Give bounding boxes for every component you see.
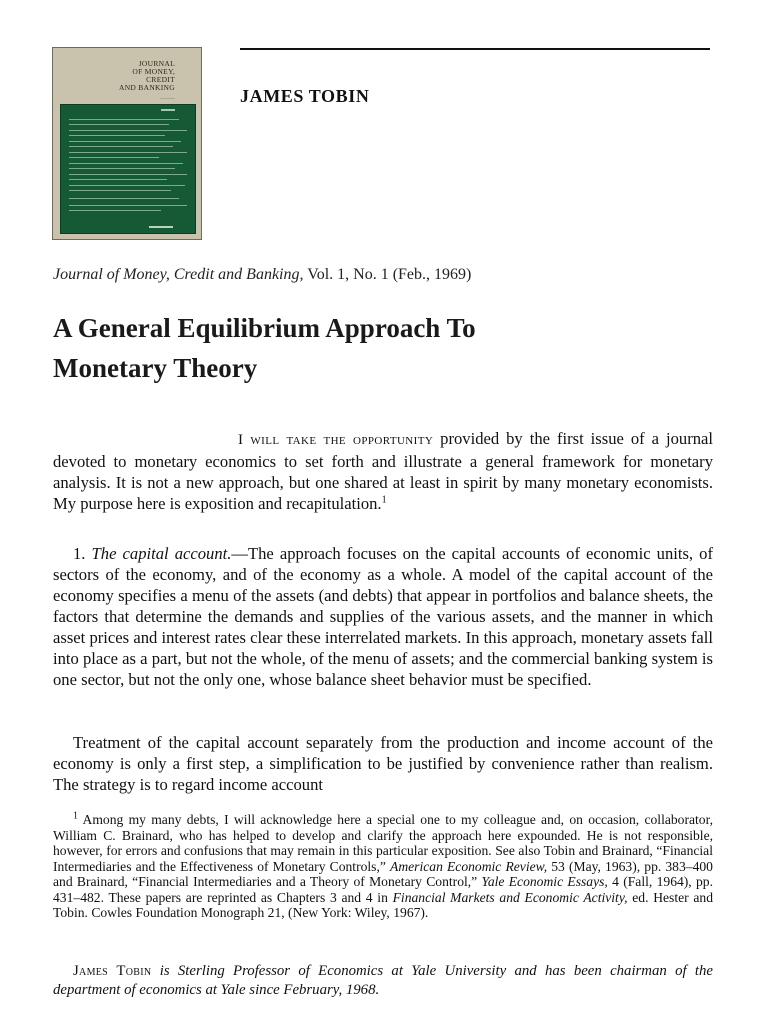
cover-toc-line xyxy=(69,119,179,120)
cover-date-placeholder: ——— xyxy=(160,95,175,100)
cover-contents-label xyxy=(161,109,175,111)
cover-toc-line xyxy=(69,135,165,136)
section-heading: The capital account. xyxy=(91,544,232,563)
footnote-text: 4 (Fall, 1964), pp. 431–482. These papers are reprinted as Chapters 3 and 4 in xyxy=(53,874,713,905)
cover-footer-mark xyxy=(149,226,173,228)
cover-toc-line xyxy=(69,152,187,153)
cover-masthead-line: CREDIT xyxy=(146,75,175,84)
author-name: JAMES TOBIN xyxy=(240,86,370,106)
footnote-text: Among my many debts, I will acknowledge here a special one to my colleague and, on occasion, collaborator, William C. Brainard, who has helped to develop and clarify the approach here expounded. He is not responsible, however, for errors and confusions that may remain in this particular exposition. See also Tobin and Brainard, “Financial Intermediaries and the Effectiveness of Monetary Controls,” xyxy=(53,812,713,874)
cover-masthead-line: OF MONEY, xyxy=(132,67,175,76)
section-body: —The approach focuses on the capital accounts of economic units, of sectors of the economy, and of the economy as a whole. A model of the capital account of the economy specifies a menu of the assets (and debts) that appear in portfolios and balance sheets, the factors that determine the demands and supplies of the various assets, and the manner in which asset prices and interest rates clear these interrelated markets. In this approach, monetary assets fall into place as a part, but not the whole, of the menu of assets; and the commercial banking system is one sector, but not the only one, whose balance sheet behavior must be specified. xyxy=(53,544,713,689)
intro-text: provided by the first issue of a journal devoted to monetary economics to set forth and illustrate a general framework for monetary analysis. It is not a new approach, but one shared at least in spirit by many monetary economists. My purpose here is exposition and recapitulation. xyxy=(53,429,714,513)
footnote-marker: 1 xyxy=(73,810,78,822)
journal-citation xyxy=(53,266,471,284)
bio-text: is Sterling Professor of Economics at Yale University and has been chairman of the department of economics at Yale since February, 1968. xyxy=(53,963,714,998)
citation-details: Vol. 1, No. 1 (Feb., 1969) xyxy=(307,266,472,283)
bio-name: James Tobin xyxy=(73,963,152,979)
cover-toc-line xyxy=(69,174,187,175)
author-bio xyxy=(53,962,713,1000)
cover-toc-line xyxy=(69,130,187,131)
footnote-book: Financial Markets and Economic Activity, xyxy=(392,889,628,905)
cover-toc-line xyxy=(69,185,185,186)
cover-toc-line xyxy=(69,179,167,180)
cover-toc-line xyxy=(69,124,169,125)
cover-masthead-line: AND BANKING xyxy=(118,83,175,92)
cover-toc-line xyxy=(69,198,179,199)
citation-journal: Journal of Money, Credit and Banking, xyxy=(53,266,304,283)
article-title xyxy=(53,308,653,388)
footnote-journal: American Economic Review, xyxy=(390,858,548,874)
footnote-1 xyxy=(53,812,713,921)
footnote-ref: 1 xyxy=(381,494,387,506)
footnote-text: 53 (May, 1963), pp. 383–400 and Brainard, “Financial Intermediaries and a Theory of Monetary Control,” xyxy=(53,858,713,889)
cover-toc-line xyxy=(69,210,161,211)
cover-toc-line xyxy=(69,141,181,142)
article-title-line1: A General Equilibrium Approach To xyxy=(53,313,476,343)
cover-masthead-line: JOURNAL xyxy=(138,59,175,68)
section-number: 1. xyxy=(73,544,86,563)
header-rule xyxy=(240,48,710,50)
body-paragraph xyxy=(53,732,713,795)
journal-cover-image xyxy=(52,47,202,240)
cover-toc-line xyxy=(69,190,171,191)
cover-toc-line xyxy=(69,168,175,169)
footnote-journal: Yale Economic Essays, xyxy=(481,874,608,889)
body-paragraph-text: Treatment of the capital account separately from the production and income account of the economy is only a first step, a simplification to be justified by convenience rather than realism. The strategy is to regard income account xyxy=(53,733,713,794)
cover-toc-line xyxy=(69,205,187,206)
cover-masthead xyxy=(119,60,175,102)
cover-contents-panel xyxy=(60,104,196,234)
cover-toc-line xyxy=(69,157,159,158)
intro-paragraph xyxy=(53,428,713,514)
section-1-paragraph xyxy=(53,543,713,690)
cover-toc-line xyxy=(69,163,183,164)
article-title-line2: Monetary Theory xyxy=(53,353,258,383)
cover-toc-line xyxy=(69,146,173,147)
intro-lead-caps: I will take the opportunity xyxy=(238,432,434,448)
footnote-text: ed. Hester and Tobin. Cowles Foundation Monograph 21, (New York: Wiley, 1967). xyxy=(53,889,714,920)
